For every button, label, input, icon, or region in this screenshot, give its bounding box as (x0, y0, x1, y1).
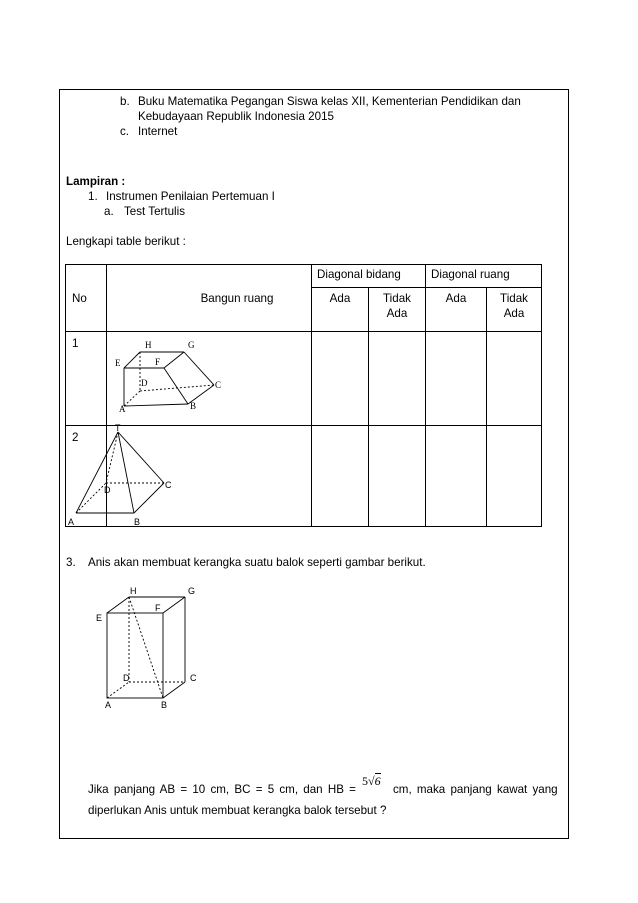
label-F: F (155, 357, 161, 367)
label-B: B (134, 517, 141, 527)
question3-body-line2: diperlukan Anis untuk membuat kerangka balok tersebut ? (88, 804, 387, 817)
row1-space-ada (426, 332, 487, 426)
label-A: A (105, 700, 112, 710)
label-F: F (155, 603, 161, 613)
question3-number: 3. (66, 556, 76, 569)
pyramid-figure (66, 423, 181, 528)
label-B: B (161, 700, 168, 710)
cuboid-figure (93, 584, 208, 712)
label-E: E (96, 613, 103, 623)
row1-space-tidak (487, 332, 542, 426)
instruction-text: Lengkapi table berikut : (66, 235, 186, 248)
label-T: T (115, 423, 121, 433)
ref-c-text: Internet (138, 125, 178, 138)
ref-b-label: b. (120, 95, 130, 108)
lampiran-sub-a-label: a. (104, 205, 114, 218)
label-H: H (130, 586, 137, 596)
header-face-diagonal: Diagonal bidang (312, 265, 426, 288)
row2-face-tidak (369, 426, 426, 527)
lampiran-item1-num: 1. (88, 190, 98, 203)
label-C: C (190, 673, 197, 683)
row1-face-ada (312, 332, 369, 426)
ref-b-line1: Buku Matematika Pegangan Siswa kelas XII, Kementerian Pendidikan dan (138, 95, 521, 108)
question3-body-part1: Jika panjang AB = 10 cm, BC = 5 cm, dan HB = (88, 783, 356, 796)
label-D: D (141, 378, 148, 388)
row2-space-tidak (487, 426, 542, 527)
label-C: C (165, 480, 172, 490)
header-shape: Bangun ruang (107, 265, 312, 332)
subheader-space-tidak-ada: Tidak Ada (487, 288, 542, 332)
subheader-face-tidak-ada: Tidak Ada (369, 288, 426, 332)
label-D: D (104, 485, 111, 495)
lampiran-item1-text: Instrumen Penilaian Pertemuan I (106, 190, 275, 203)
sqrt-coefficient: 5 (362, 774, 368, 788)
label-E: E (115, 358, 121, 368)
header-no: No (66, 265, 107, 332)
label-G: G (188, 340, 195, 350)
label-H: H (145, 340, 152, 350)
row1-no: 1 (66, 332, 107, 426)
label-C: C (215, 380, 222, 390)
prism-figure (108, 335, 228, 421)
ref-b-line2: Kebudayaan Republik Indonesia 2015 (138, 110, 334, 123)
subheader-face-ada: Ada (312, 288, 369, 332)
label-A: A (68, 517, 75, 527)
sqrt-argument: 6 (374, 774, 381, 788)
sqrt-sign: √ (368, 774, 375, 788)
question3-body-part2: cm, maka panjang kawat yang (393, 783, 558, 796)
row1-face-tidak (369, 332, 426, 426)
label-D: D (123, 673, 130, 683)
question3-text: Anis akan membuat kerangka suatu balok seperti gambar berikut. (88, 556, 426, 569)
row2-face-ada (312, 426, 369, 527)
label-B: B (190, 401, 197, 411)
header-space-diagonal: Diagonal ruang (426, 265, 542, 288)
lampiran-heading: Lampiran : (66, 175, 126, 188)
label-G: G (188, 586, 196, 596)
label-A: A (119, 404, 126, 414)
lampiran-sub-a-text: Test Tertulis (124, 205, 185, 218)
row2-no: 2 (66, 426, 107, 527)
row2-space-ada (426, 426, 487, 527)
sqrt-expression (362, 774, 381, 789)
ref-c-label: c. (120, 125, 130, 138)
subheader-space-ada: Ada (426, 288, 487, 332)
